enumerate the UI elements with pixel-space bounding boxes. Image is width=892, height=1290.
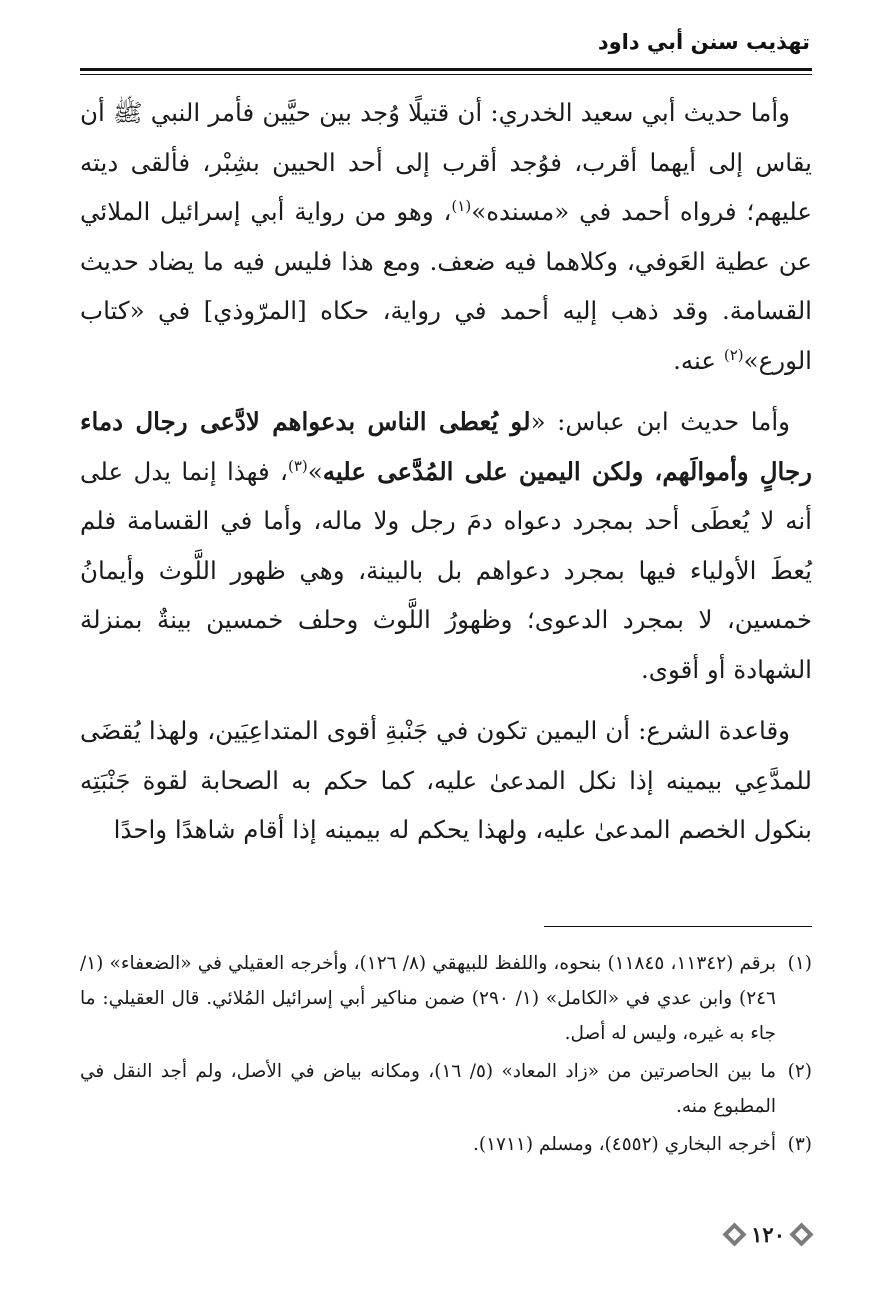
paragraph-2-part-b: »: [307, 456, 323, 486]
footnote-1: [80, 946, 812, 1051]
page-number: ١٢٠: [751, 1222, 785, 1247]
paragraph-1-part-b: ، وهو من رواية أبي إسرائيل الملائي عن عطية العَوفي، وكلاهما فيه ضعف. ومع هذا فليس فيه ما يضاد حديث القسامة. وقد ذهب إليه أحمد في رواية، حكاه [المرّوذي] في «كتاب الورع»: [80, 197, 812, 375]
footnote-number: (٢): [787, 1061, 812, 1082]
paragraph-2-part-c: ، فهذا إنما يدل على أنه لا يُعطَى أحد بمجرد دعواه دمَ رجل ولا ماله، وأما في القسامة فلم يُعطَ الأولياء فيها بمجرد دعواهم بل بالبينة، وهي ظهور اللَّوث وأيمانُ خمسين، لا بمجرد الدعوى؛ وظهورُ اللَّوث وحلف خمسين بينةٌ بمنزلة الشهادة أو أقوى.: [80, 456, 812, 684]
footnote-number: (١): [787, 953, 812, 974]
paragraph-1: [80, 88, 812, 385]
page-footer: [726, 1222, 810, 1247]
footnote-ref-3: (٣): [287, 456, 308, 475]
paragraph-1-part-a: وأما حديث أبي سعيد الخدري: أن قتيلًا وُجد بين حيَّين فأمر النبي ﷺ أن يقاس إلى أيهما أقرب، فوُجد أقرب إلى أحد الحيين بشِبْر، فألقى ديته عليهم؛ فرواه أحمد في «مسنده»: [80, 98, 812, 226]
footnote-text: ما بين الحاصرتين من «زاد المعاد» (٥/ ١٦)، ومكانه بياض في الأصل، ولم أجد النقل في المطبوع منه.: [80, 1061, 776, 1117]
header-rule-thin: [80, 74, 812, 75]
footnote-ref-1: (١): [451, 196, 472, 215]
diamond-ornament-icon: [789, 1222, 813, 1246]
header-rule-thick: [80, 68, 812, 71]
paragraph-2-part-a: وأما حديث ابن عباس: «: [530, 407, 790, 436]
paragraph-1-part-c: عنه.: [673, 345, 724, 375]
diamond-ornament-icon: [723, 1222, 747, 1246]
paragraph-3: وقاعدة الشرع: أن اليمين تكون في جَنْبةِ أقوى المتداعِيَين، ولهذا يُقضَى للمدَّعِي بيمينه إذا نكل المدعىٰ عليه، كما حكم به الصحابة لقوة جَنْبَتِه بنكول الخصم المدعىٰ عليه، ولهذا يحكم له بيمينه إذا أقام شاهدًا واحدًا: [80, 716, 812, 844]
footnote-2: [80, 1054, 812, 1124]
hadith-quote: لو يُعطى الناس بدعواهم لادَّعى رجال دماء رجالٍ وأموالَهم، ولكن اليمين على المُدَّعى عليه: [80, 407, 812, 486]
footnote-number: (٣): [787, 1134, 812, 1155]
running-title: تهذيب سنن أبي داود: [597, 30, 810, 54]
footnote-text: أخرجه البخاري (٤٥٥٢)، ومسلم (١٧١١).: [472, 1134, 776, 1155]
main-text: [80, 88, 812, 867]
footnote-text: برقم (١١٣٤٢، ١١٨٤٥) بنحوه، واللفظ للبيهقي (٨/ ١٢٦)، وأخرجه العقيلي في «الضعفاء» (١/ ٢٤٦) وابن عدي في «الكامل» (١/ ٢٩٠) ضمن مناكير أبي إسرائيل المُلائي. قال العقيلي: ما جاء به غيره، وليس له أصل.: [80, 953, 776, 1044]
footnote-ref-2: (٢): [723, 345, 744, 364]
footnotes: [80, 946, 812, 1165]
paragraph-2: [80, 397, 812, 694]
footnote-separator: [544, 926, 812, 927]
footnote-3: [80, 1127, 812, 1162]
